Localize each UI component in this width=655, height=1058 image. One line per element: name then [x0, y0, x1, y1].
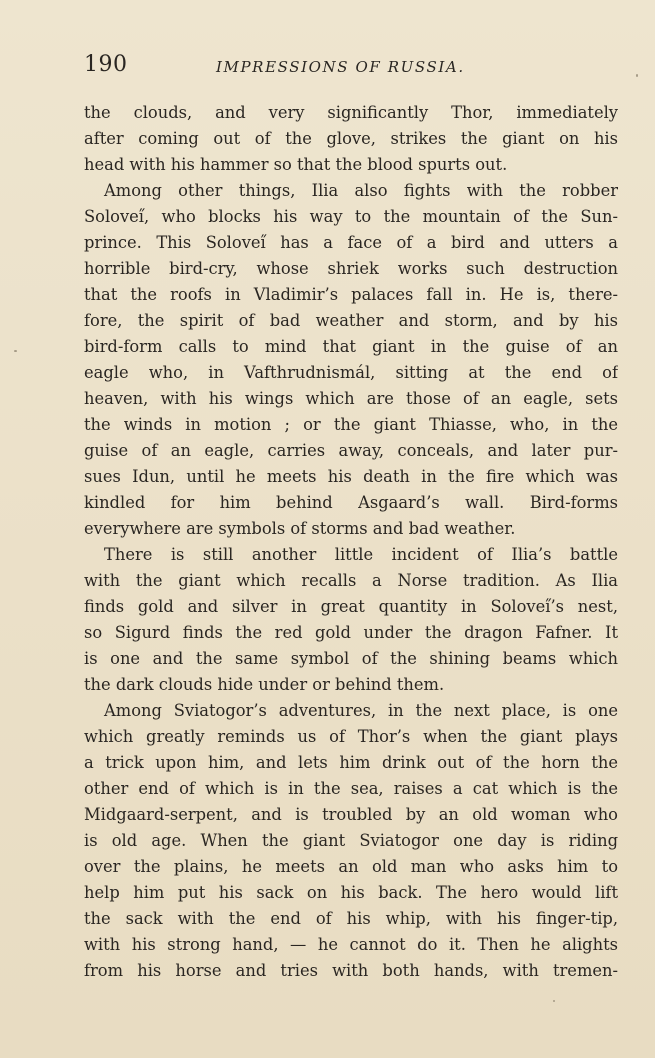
- text-line: everywhere are symbols of storms and bad weather.: [84, 519, 516, 538]
- text-line: help him put his sack on his back. The hero would lift: [84, 883, 618, 902]
- text-line: Among Sviatogor’s adventures, in the next place, is one: [104, 701, 618, 720]
- text-line: sues Idun, until he meets his death in the fire which was: [84, 467, 618, 486]
- text-line: other end of which is in the sea, raises a cat which is the: [84, 779, 618, 798]
- text-line: horrible bird-cry, whose shriek works such destruction: [84, 259, 618, 278]
- text-line: kindled for him behind Asgaard’s wall. Bird-forms: [84, 493, 618, 512]
- text-line: that the roofs in Vladimir’s palaces fall in. He is, there-: [84, 285, 618, 304]
- page-number: 190: [84, 52, 128, 77]
- paper-speck: [14, 350, 17, 352]
- running-title: IMPRESSIONS OF RUSSIA.: [216, 58, 465, 76]
- text-line: the winds in motion ; or the giant Thiasse, who, in the: [84, 415, 618, 434]
- text-line: There is still another little incident of Ilia’s battle: [104, 545, 618, 564]
- text-line: finds gold and silver in great quantity in Solovei̋’s nest,: [84, 597, 618, 616]
- text-line: after coming out of the glove, strikes the giant on his: [84, 129, 618, 148]
- text-line: heaven, with his wings which are those of an eagle, sets: [84, 389, 618, 408]
- text-line: from his horse and tries with both hands, with tremen-: [84, 961, 618, 980]
- text-line: is old age. When the giant Sviatogor one day is riding: [84, 831, 618, 850]
- text-line: Among other things, Ilia also fights with the robber: [104, 181, 618, 200]
- text-line: the dark clouds hide under or behind them.: [84, 675, 445, 694]
- text-line: is one and the same symbol of the shining beams which: [84, 649, 618, 668]
- text-line: fore, the spirit of bad weather and storm, and by his: [84, 311, 618, 330]
- text-line: a trick upon him, and lets him drink out of the horn the: [84, 753, 618, 772]
- text-line: over the plains, he meets an old man who asks him to: [84, 857, 618, 876]
- text-line: prince. This Solovei̋ has a face of a bird and utters a: [84, 233, 618, 252]
- text-line: head with his hammer so that the blood spurts out.: [84, 155, 508, 174]
- text-line: Solovei̋, who blocks his way to the mountain of the Sun-: [84, 207, 618, 226]
- body-text: [84, 100, 618, 984]
- text-line: bird-form calls to mind that giant in the guise of an: [84, 337, 618, 356]
- text-line: eagle who, in Vafthrudnismál, sitting at the end of: [84, 363, 618, 382]
- text-line: with his strong hand, — he cannot do it. Then he alights: [84, 935, 618, 954]
- text-line: guise of an eagle, carries away, conceals, and later pur-: [84, 441, 618, 460]
- text-line: Midgaard-serpent, and is troubled by an old woman who: [84, 805, 618, 824]
- paper-speck: [553, 1000, 555, 1002]
- text-line: the sack with the end of his whip, with his finger-tip,: [84, 909, 618, 928]
- text-line: with the giant which recalls a Norse tradition. As Ilia: [84, 571, 618, 590]
- text-line: which greatly reminds us of Thor’s when the giant plays: [84, 727, 618, 746]
- paper-speck: [636, 74, 638, 77]
- text-line: the clouds, and very significantly Thor, immediately: [84, 103, 618, 122]
- text-line: so Sigurd finds the red gold under the dragon Fafner. It: [84, 623, 618, 642]
- page-header: [84, 52, 618, 82]
